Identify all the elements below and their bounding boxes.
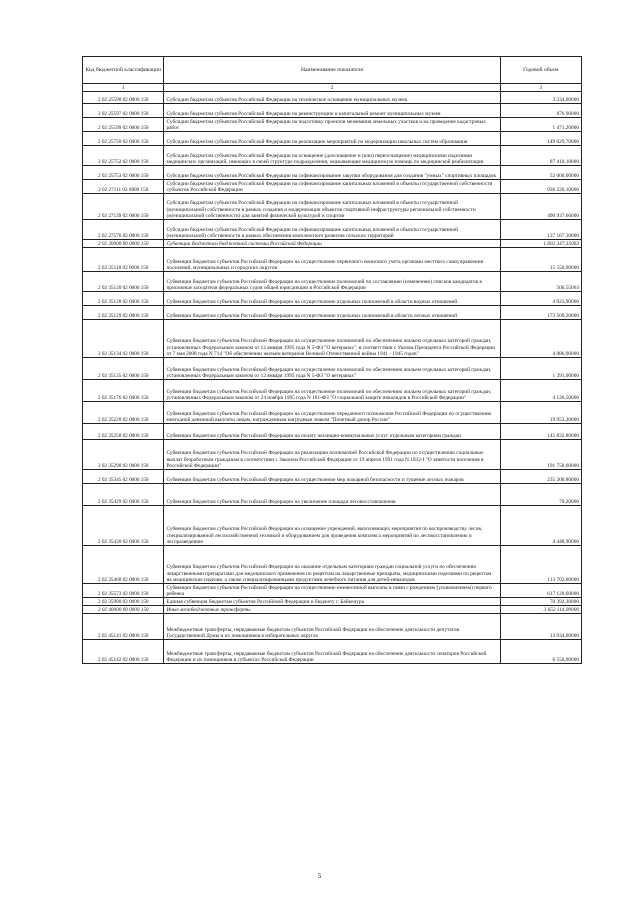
column-number-row bbox=[83, 84, 582, 92]
code-cell: 2 02 25753 02 0000 150 bbox=[83, 166, 164, 180]
code-cell: 2 02 27111 02 0000 150 bbox=[83, 180, 164, 194]
table-row bbox=[83, 402, 582, 424]
table-row bbox=[83, 606, 582, 614]
table-row bbox=[83, 380, 582, 402]
name-cell: Субвенции бюджетам субъектов Российской Федерации на осуществление переданного полномочия Российской Федерации по осуществлению ежегодной денежной выплаты лицам, награжденным нагрудным знаком "Почетный донор России" bbox=[164, 402, 500, 424]
code-cell: 2 02 35135 02 0000 150 bbox=[83, 358, 164, 380]
amount-cell: 113 702,00000 bbox=[500, 546, 581, 584]
amount-cell: 13 934,00000 bbox=[500, 614, 581, 640]
code-cell: 2 02 25752 02 0000 150 bbox=[83, 146, 164, 166]
table-row bbox=[83, 424, 582, 440]
table-row bbox=[83, 614, 582, 640]
amount-cell: 52 000,00000 bbox=[500, 166, 581, 180]
amount-cell: 876,90000 bbox=[500, 104, 581, 118]
amount-cell: 490 937,60000 bbox=[500, 194, 581, 220]
table-row bbox=[83, 220, 582, 240]
code-cell: 2 02 35220 02 0000 150 bbox=[83, 402, 164, 424]
amount-cell: 19 953,20000 bbox=[500, 402, 581, 424]
amount-cell: 1 391,00000 bbox=[500, 358, 581, 380]
budget-table-container bbox=[82, 56, 582, 664]
table-row bbox=[83, 640, 582, 664]
code-cell: 2 02 25750 02 0000 150 bbox=[83, 132, 164, 146]
name-cell: Субвенции бюджетам субъектов Российской Федерации на осуществление полномочий по обеспечению жильем отдельных категорий граждан, установленных Федеральным законом от 12 января 1995 года N 5-ФЗ "О ветеранах", в соответствии с Указом Президента Российской Федерации от 7 мая 2008 года N 714 "Об обеспечении жильем ветеранов Великой Отечественной войны 1941 - 1945 годов" bbox=[164, 320, 500, 358]
table-row bbox=[83, 598, 582, 606]
table-row bbox=[83, 92, 582, 104]
budget-table bbox=[82, 56, 582, 664]
amount-cell: 15 550,00000 bbox=[500, 248, 581, 272]
code-cell: 2 02 35134 02 0000 150 bbox=[83, 320, 164, 358]
table-row bbox=[83, 506, 582, 546]
amount-cell: 70 392,30000 bbox=[500, 598, 581, 606]
amount-cell: 173 509,20000 bbox=[500, 306, 581, 320]
page-number: 5 bbox=[317, 872, 322, 880]
code-cell: 2 02 35573 02 0000 150 bbox=[83, 584, 164, 598]
code-cell: 2 02 35290 02 0000 150 bbox=[83, 440, 164, 470]
table-row bbox=[83, 272, 582, 292]
amount-cell: 4 126,50000 bbox=[500, 380, 581, 402]
code-cell: 2 02 35430 02 0000 150 bbox=[83, 506, 164, 546]
amount-cell: 191 758,60000 bbox=[500, 440, 581, 470]
name-cell: Субсидии бюджетам субъектов Российской Федерации на реконструкцию и капитальный ремонт муниципальных музеев bbox=[164, 104, 500, 118]
amount-cell: 936 220,10000 bbox=[500, 180, 581, 194]
code-cell: 2 02 35429 02 0000 150 bbox=[83, 484, 164, 506]
table-row bbox=[83, 132, 582, 146]
name-cell: Субсидии бюджетам субъектов Российской Федерации на софинансирование капитальных вложений в объекты государственной (муниципальной) собственности в рамках создания и модернизации объектов спортивной инфраструктуры региональной собственности (муниципальной собственности) для занятий физической культурой и спортом bbox=[164, 194, 500, 220]
name-cell: Межбюджетные трансферты, передаваемые бюджетам субъектов Российской Федерации на обеспечение деятельности сенаторов Российской Федерации и их помощников в субъектах Российской Федерации bbox=[164, 640, 500, 664]
code-cell: 2 02 25599 02 0000 150 bbox=[83, 118, 164, 132]
code-cell: 2 02 30000 00 0000 150 bbox=[83, 240, 164, 248]
table-row bbox=[83, 180, 582, 194]
table-row bbox=[83, 484, 582, 506]
table-row bbox=[83, 194, 582, 220]
table-row bbox=[83, 292, 582, 306]
name-cell: Субвенции бюджетам субъектов Российской Федерации на осуществление ежемесячной выплаты в связи с рождением (усыновлением) первого ребенка bbox=[164, 584, 500, 598]
code-cell: 2 02 40000 00 0000 150 bbox=[83, 606, 164, 614]
name-cell: Субвенции бюджетам субъектов Российской Федерации на оплату жилищно-коммунальных услуг отдельным категориям граждан bbox=[164, 424, 500, 440]
code-cell: 2 02 45142 02 0000 150 bbox=[83, 640, 164, 664]
name-cell: Субвенции бюджетам субъектов Российской Федерации на осуществление полномочий по обеспечению жильем отдельных категорий граждан, установленных Федеральным законом от 12 января 1995 года N 5-ФЗ "О ветеранах" bbox=[164, 358, 500, 380]
code-cell: 2 02 35118 02 0000 150 bbox=[83, 248, 164, 272]
amount-cell: 3 234,00000 bbox=[500, 92, 581, 104]
table-row bbox=[83, 248, 582, 272]
amount-cell: 617 120,60000 bbox=[500, 584, 581, 598]
amount-cell: 4 448,90000 bbox=[500, 506, 581, 546]
amount-cell: 70,20000 bbox=[500, 484, 581, 506]
name-cell: Субвенции бюджетам субъектов Российской Федерации на увеличение площади лесовосстановления bbox=[164, 484, 500, 506]
header-code: Код бюджетной классификации bbox=[83, 57, 164, 84]
name-cell: Субвенции бюджетам субъектов Российской Федерации на осуществление полномочий по составлению (изменению) списков кандидатов в присяжные заседатели федеральных судов общей юрисдикции в Российской Федерации bbox=[164, 272, 500, 292]
table-row bbox=[83, 320, 582, 358]
column-number-3: 3 bbox=[500, 84, 581, 92]
table-row bbox=[83, 358, 582, 380]
table-row bbox=[83, 584, 582, 598]
amount-cell: 1 471,20000 bbox=[500, 118, 581, 132]
name-cell: Субсидии бюджетам субъектов Российской Федерации на техническое оснащение муниципальных музеев bbox=[164, 92, 500, 104]
code-cell: 2 02 35345 02 0000 150 bbox=[83, 470, 164, 484]
name-cell: Субсидии бюджетам субъектов Российской Федерации на софинансирование капитальных вложений в объекты государственной собственности субъектов Российской Федерации bbox=[164, 180, 500, 194]
name-cell: Субсидии бюджетам субъектов Российской Федерации на оснащение (дооснащение и (или) переоснащение) медицинскими изделиями медицинских организаций, имеющих в своей структуре подразделения, оказывающие медицинскую помощь по медицинской реабилитации bbox=[164, 146, 500, 166]
amount-cell: 145 832,80000 bbox=[500, 424, 581, 440]
name-cell: Субвенции бюджетам субъектов Российской Федерации на осуществление отдельных полномочий в области водных отношений bbox=[164, 292, 500, 306]
name-cell: Субвенции бюджетам субъектов Российской Федерации на оказание отдельным категориям граждан социальной услуги по обеспечению лекарственными препаратами для медицинского применения по рецептам на лекарственные препараты, медицинскими изделиями по рецептам на медицинские изделия, а также специализированными продуктами лечебного питания для детей-инвалидов bbox=[164, 546, 500, 584]
name-cell: Субвенции бюджетам субъектов Российской Федерации на осуществление первичного воинского учета органами местного самоуправления поселений, муниципальных и городских округов bbox=[164, 248, 500, 272]
table-row bbox=[83, 118, 582, 132]
amount-cell: 235 200,80000 bbox=[500, 470, 581, 484]
amount-cell: 149 029,70000 bbox=[500, 132, 581, 146]
name-cell: Межбюджетные трансферты, передаваемые бюджетам субъектов Российской Федерации на обеспечение деятельности депутатов Государственной Думы и их помощников в избирательных округах bbox=[164, 614, 500, 640]
table-row bbox=[83, 104, 582, 118]
code-cell: 2 02 27576 02 0000 150 bbox=[83, 220, 164, 240]
column-number-2: 2 bbox=[164, 84, 500, 92]
name-cell: Иные межбюджетные трансферты bbox=[164, 606, 500, 614]
amount-cell: 137 167,10000 bbox=[500, 220, 581, 240]
code-cell: 2 02 35460 02 0000 150 bbox=[83, 546, 164, 584]
code-cell: 2 02 35128 02 0000 150 bbox=[83, 292, 164, 306]
name-cell: Субвенции бюджетам субъектов Российской Федерации на осуществление полномочий по обеспечению жильем отдельных категорий граждан, установленных Федеральным законом от 24 ноября 1995 года N 181-ФЗ "О социальной защите инвалидов в Российской Федерации" bbox=[164, 380, 500, 402]
name-cell: Субвенции бюджетам субъектов Российской Федерации на оснащение учреждений, выполняющих мероприятия по воспроизводству лесов, специализированной лесохозяйственной техникой и оборудованием для проведения комплекса мероприятий по лесовосстановлению и лесоразведению bbox=[164, 506, 500, 546]
header-name: Наименование показателя bbox=[164, 57, 500, 84]
code-cell: 2 02 25597 02 0000 150 bbox=[83, 104, 164, 118]
header-row bbox=[83, 57, 582, 84]
table-body bbox=[83, 92, 582, 664]
name-cell: Субвенции бюджетам субъектов Российской Федерации на осуществление отдельных полномочий в области лесных отношений bbox=[164, 306, 500, 320]
column-number-1: 1 bbox=[83, 84, 164, 92]
name-cell: Субсидии бюджетам субъектов Российской Федерации на софинансирование капитальных вложений в объекты государственной (муниципальной) собственности в рамках обеспечения комплексного развития сельских территорий bbox=[164, 220, 500, 240]
code-cell: 2 02 35120 02 0000 150 bbox=[83, 272, 164, 292]
table-row bbox=[83, 440, 582, 470]
table-row bbox=[83, 470, 582, 484]
name-cell: Единая субвенция бюджетам субъектов Российской Федерации и бюджету г. Байконура bbox=[164, 598, 500, 606]
table-row bbox=[83, 146, 582, 166]
name-cell: Субсидии бюджетам субъектов Российской Федерации на подготовку проектов межевания земельных участков и на проведение кадастровых работ bbox=[164, 118, 500, 132]
name-cell: Субвенции бюджетам субъектов Российской Федерации на осуществление мер пожарной безопасности и тушение лесных пожаров bbox=[164, 470, 500, 484]
amount-cell: 6 556,00000 bbox=[500, 640, 581, 664]
name-cell: Субсидии бюджетам субъектов Российской Федерации на реализацию мероприятий по модернизации школьных систем образования bbox=[164, 132, 500, 146]
amount-cell: 87 410,10000 bbox=[500, 146, 581, 166]
code-cell: 2 02 35900 02 0000 150 bbox=[83, 598, 164, 606]
name-cell: Субвенции бюджетам бюджетной системы Российской Федерации bbox=[164, 240, 500, 248]
code-cell: 2 02 45141 02 0000 150 bbox=[83, 614, 164, 640]
name-cell: Субсидии бюджетам субъектов Российской Федерации на софинансирование закупки оборудования для создания "умных" спортивных площадок bbox=[164, 166, 500, 180]
amount-cell: 4 086,90000 bbox=[500, 320, 581, 358]
code-cell: 2 02 35250 02 0000 150 bbox=[83, 424, 164, 440]
code-cell: 2 02 35129 02 0000 150 bbox=[83, 306, 164, 320]
table-row bbox=[83, 546, 582, 584]
code-cell: 2 02 27139 02 0000 150 bbox=[83, 194, 164, 220]
table-row bbox=[83, 306, 582, 320]
name-cell: Субвенции бюджетам субъектов Российской Федерации на реализацию полномочий Российской Федерации по осуществлению социальных выплат безработным гражданам в соответствии с Законом Российской Федерации от 19 апреля 1991 года N 1032-I "О занятости населения в Российской Федерации" bbox=[164, 440, 500, 470]
amount-cell: 4 923,90000 bbox=[500, 292, 581, 306]
code-cell: 2 02 25590 02 0000 150 bbox=[83, 92, 164, 104]
amount-cell: 500,55063 bbox=[500, 272, 581, 292]
header-amount: Годовой объем bbox=[500, 57, 581, 84]
table-row bbox=[83, 240, 582, 248]
amount-cell: 1 602 347,35063 bbox=[500, 240, 581, 248]
code-cell: 2 02 35176 02 0000 150 bbox=[83, 380, 164, 402]
table-row bbox=[83, 166, 582, 180]
amount-cell: 3 652 114,00000 bbox=[500, 606, 581, 614]
